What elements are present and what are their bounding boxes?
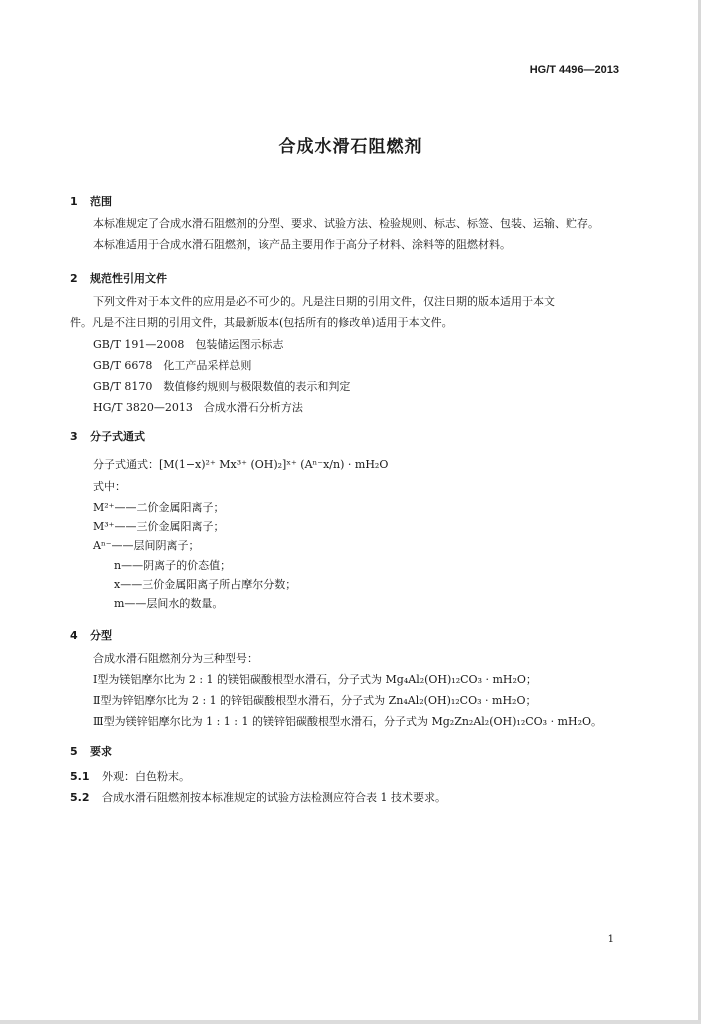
standard-code: HG/T 4496—2013 bbox=[529, 64, 619, 76]
symbol-definition: M²⁺——二价金属阳离子； bbox=[93, 501, 225, 514]
clause-number: 5.1 bbox=[70, 770, 90, 783]
paragraph: 本标准规定了合成水滑石阻燃剂的分型、要求、试验方法、检验规则、标志、标签、包装、运输、贮存。 bbox=[93, 217, 599, 230]
paragraph: 件。凡是不注日期的引用文件，其最新版本(包括所有的修改单)适用于本文件。 bbox=[70, 316, 453, 329]
section-number: 1 bbox=[70, 195, 78, 208]
symbol-definition: Aⁿ⁻——层间阴离子； bbox=[93, 539, 200, 552]
section-number: 3 bbox=[70, 430, 78, 443]
type-description: Ⅲ型为镁锌铝摩尔比为 1 : 1 : 1 的镁锌铝碳酸根型水滑石，分子式为 Mg₂Zn₂Al₂(OH)₁₂CO₃ · mH₂O。 bbox=[93, 715, 603, 728]
clause-5-2 bbox=[70, 791, 446, 805]
page-number: 1 bbox=[607, 934, 614, 945]
general-formula: 分子式通式：[M(1−x)²⁺ Mx³⁺ (OH)₂]ˣ⁺ (Aⁿ⁻x/n) · mH₂O bbox=[93, 458, 389, 471]
type-description: Ⅱ型为锌铝摩尔比为 2 : 1 的锌铝碳酸根型水滑石，分子式为 Zn₄Al₂(OH)₁₂CO₃ · mH₂O； bbox=[93, 694, 537, 707]
section-title: 规范性引用文件 bbox=[90, 272, 167, 285]
symbol-definition: x——三价金属阳离子所占摩尔分数； bbox=[114, 578, 297, 591]
section-title: 分型 bbox=[90, 629, 112, 642]
symbol-definition: m——层间水的数量。 bbox=[114, 597, 224, 610]
clause-text: 合成水滑石阻燃剂按本标准规定的试验方法检测应符合表 1 技术要求。 bbox=[102, 791, 446, 804]
section-number: 4 bbox=[70, 629, 78, 642]
section-1-heading bbox=[70, 193, 112, 209]
section-4-heading bbox=[70, 627, 112, 643]
reference-item: GB/T 6678 化工产品采样总则 bbox=[93, 359, 252, 372]
section-title: 要求 bbox=[90, 745, 112, 758]
where-label: 式中： bbox=[93, 480, 126, 493]
paragraph: 下列文件对于本文件的应用是必不可少的。凡是注日期的引用文件，仅注日期的版本适用于本文 bbox=[93, 295, 555, 308]
section-number: 2 bbox=[70, 272, 78, 285]
paragraph: 本标准适用于合成水滑石阻燃剂，该产品主要用作于高分子材料、涂料等的阻燃材料。 bbox=[93, 238, 511, 251]
section-3-heading bbox=[70, 428, 145, 444]
section-5-heading bbox=[70, 743, 112, 759]
clause-number: 5.2 bbox=[70, 791, 90, 804]
type-description: Ⅰ型为镁铝摩尔比为 2 : 1 的镁铝碳酸根型水滑石，分子式为 Mg₄Al₂(OH)₁₂CO₃ · mH₂O； bbox=[93, 673, 537, 686]
document-title: 合成水滑石阻燃剂 bbox=[278, 137, 423, 157]
clause-5-1 bbox=[70, 770, 190, 784]
reference-item: GB/T 8170 数值修约规则与极限数值的表示和判定 bbox=[93, 380, 351, 393]
paragraph: 合成水滑石阻燃剂分为三种型号： bbox=[93, 652, 258, 665]
section-number: 5 bbox=[70, 745, 78, 758]
symbol-definition: M³⁺——三价金属阳离子； bbox=[93, 520, 225, 533]
symbol-definition: n——阴离子的价态值； bbox=[114, 559, 232, 572]
section-title: 分子式通式 bbox=[90, 430, 145, 443]
reference-item: GB/T 191—2008 包装储运图示标志 bbox=[93, 338, 284, 351]
reference-item: HG/T 3820—2013 合成水滑石分析方法 bbox=[93, 401, 303, 414]
section-2-heading bbox=[70, 270, 167, 286]
clause-text: 外观：白色粉末。 bbox=[102, 770, 190, 783]
scan-bottom-edge bbox=[0, 1020, 701, 1024]
section-title: 范围 bbox=[90, 195, 112, 208]
